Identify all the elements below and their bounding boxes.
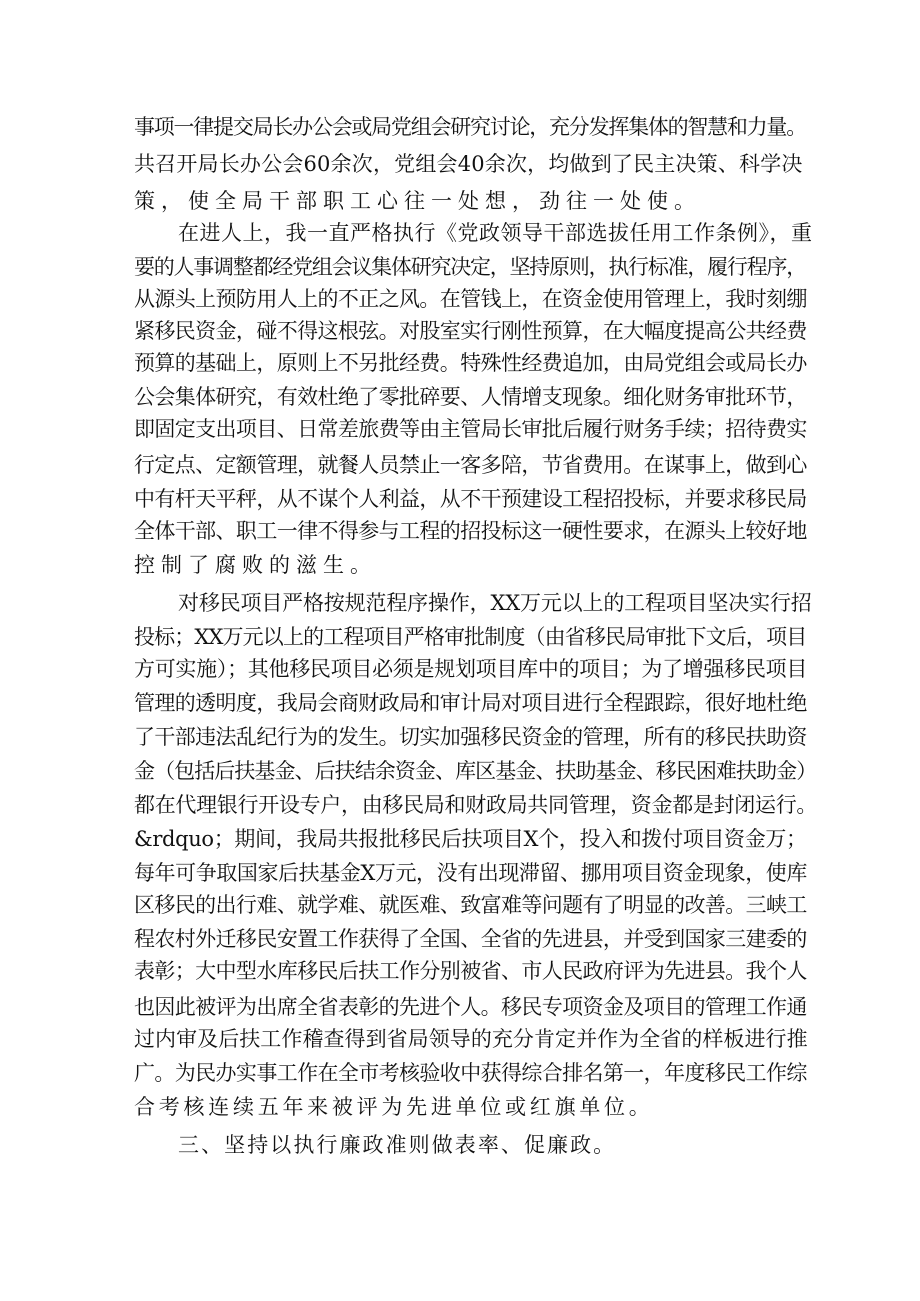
paragraph-3-line-9: 每年可争取国家后扶基金X万元，没有出现滞留、挪用项目资金现象，使库 — [134, 861, 807, 885]
paragraph-2-line-11: 控制了腐败的滋生。 — [134, 553, 377, 577]
paragraph-3-line-6: 金（包括后扶基金、后扶结余资金、库区基金、扶助基金、移民困难扶助金） — [134, 759, 817, 783]
paragraph-3-line-5: 了干部违法乱纪行为的发生。切实加强移民资金的管理，所有的移民扶助资 — [134, 725, 807, 749]
paragraph-3-line-12: 表彰；大中型水库移民后扶工作分别被省、市人民政府评为先进县。我个人 — [134, 959, 807, 983]
paragraph-2-line-1: 在进人上，我一直严格执行《党政领导干部选拔任用工作条例》，重 — [178, 221, 813, 245]
paragraph-3-line-10: 区移民的出行难、就学难、就医难、致富难等问题有了明显的改善。三峡工 — [134, 893, 807, 917]
paragraph-2-line-9: 中有杆天平秤，从不谋个人利益，从不干预建设工程招投标，并要求移民局 — [134, 487, 807, 511]
paragraph-3-line-8: &rdquo；期间，我局共报批移民后扶项目X个，投入和拨付项目资金万； — [134, 827, 807, 851]
paragraph-1-line-2: 共召开局长办公会60余次，党组会40余次，均做到了民主决策、科学决 — [134, 152, 803, 176]
paragraph-2-line-6: 公会集体研究，有效杜绝了零批碎要、人情增支现象。细化财务审批环节， — [134, 385, 807, 409]
paragraph-1-line-1: 事项一律提交局长办公会或局党组会研究讨论，充分发挥集体的智慧和力量。 — [134, 115, 806, 139]
paragraph-3-line-11: 程农村外迁移民安置工作获得了全国、全省的先进县，并受到国家三建委的 — [134, 927, 807, 951]
paragraph-2-line-2: 要的人事调整都经党组会议集体研究决定，坚持原则，执行标准，履行程序， — [134, 255, 806, 279]
paragraph-2-line-4: 紧移民资金，碰不得这根弦。对股室实行刚性预算，在大幅度提高公共经费 — [134, 319, 807, 343]
paragraph-3-line-16: 合考核连续五年来被评为先进单位或红旗单位。 — [134, 1095, 654, 1119]
paragraph-2-line-8: 行定点、定额管理，就餐人员禁止一客多陪，节省费用。在谋事上，做到心 — [134, 453, 807, 477]
paragraph-2-line-7: 即固定支出项目、日常差旅费等由主管局长审批后履行财务手续；招待费实 — [134, 417, 807, 441]
paragraph-3-line-4: 管理的透明度，我局会商财政局和审计局对项目进行全程跟踪，很好地杜绝 — [134, 691, 807, 715]
paragraph-3-line-14: 过内审及后扶工作稽查得到省局领导的充分肯定并作为全省的样板进行推 — [134, 1027, 808, 1051]
paragraph-2-line-3: 从源头上预防用人上的不正之风。在管钱上，在资金使用管理上，我时刻绷 — [134, 287, 807, 311]
paragraph-3-line-3: 方可实施）；其他移民项目必须是规划项目库中的项目；为了增强移民项目 — [134, 657, 808, 681]
paragraph-2-line-10: 全体干部、职工一律不得参与工程的招投标这一硬性要求，在源头上较好地 — [134, 519, 807, 543]
paragraph-1-line-3: 策，使全局干部职工心往一处想，劲往一处使。 — [134, 189, 701, 213]
paragraph-3-line-13: 也因此被评为出席全省表彰的先进个人。移民专项资金及项目的管理工作通 — [134, 995, 807, 1019]
paragraph-3-line-2: 投标；XX万元以上的工程项目严格审批制度（由省移民局审批下文后，项目 — [134, 625, 807, 649]
paragraph-3-line-1: 对移民项目严格按规范程序操作，XX万元以上的工程项目坚决实行招 — [178, 591, 812, 615]
paragraph-2-line-5: 预算的基础上，原则上不另批经费。特殊性经费追加，由局党组会或局长办 — [134, 351, 807, 375]
paragraph-3-line-15: 广。为民办实事工作在全市考核验收中获得综合排名第一，年度移民工作综 — [134, 1061, 807, 1085]
section-heading-3: 三、坚持以执行廉政准则做表率、促廉政。 — [178, 1133, 617, 1157]
paragraph-3-line-7: 都在代理银行开设专户，由移民局和财政局共同管理，资金都是封闭运行。 — [134, 793, 818, 817]
